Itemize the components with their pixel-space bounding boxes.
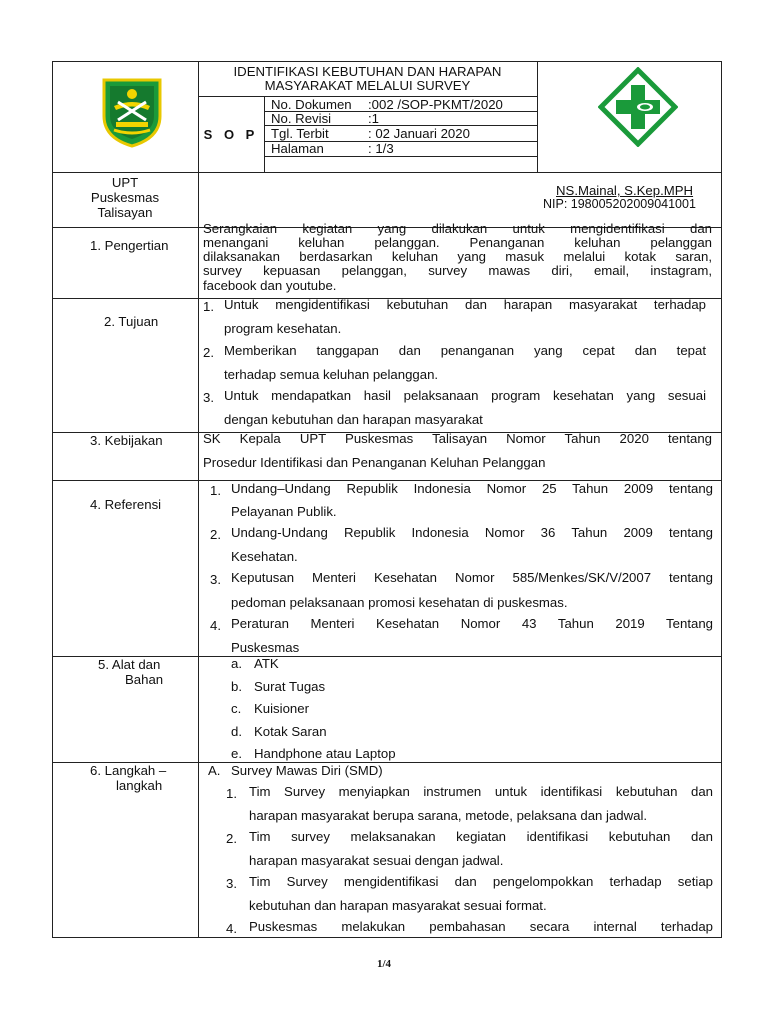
list-item: ATK bbox=[254, 656, 279, 671]
sub-heading: Survey Mawas Diri (SMD) bbox=[231, 763, 383, 778]
list-item-line: Peraturan Menteri Kesehatan Nomor 43 Tahun 2019 Tentang bbox=[231, 616, 713, 631]
list-number: 3. bbox=[210, 572, 221, 587]
list-item-line: Pelayanan Publik. bbox=[231, 504, 337, 519]
divider bbox=[52, 172, 722, 173]
list-number: 3. bbox=[203, 390, 214, 405]
meta-value-dokumen: :002 /SOP-PKMT/2020 bbox=[368, 97, 503, 112]
list-item-line: Memberikan tanggapan dan penanganan yang cepat dan tepat bbox=[224, 343, 706, 358]
list-item-line: Tim Survey menyiapkan instrumen untuk identifikasi kebutuhan dan bbox=[249, 784, 713, 799]
meta-value-revisi: :1 bbox=[368, 111, 379, 126]
pengertian-line: survey kepuasan pelanggan, survey mawas diri, email, instagram, bbox=[203, 263, 712, 278]
list-item-line: Kesehatan. bbox=[231, 549, 298, 564]
list-number: e. bbox=[231, 746, 242, 761]
pengertian-line: Serangkaian kegiatan yang dilakukan untuk mengidentifikasi dan bbox=[203, 221, 712, 236]
sop-title-line1: IDENTIFIKASI KEBUTUHAN DAN HARAPAN bbox=[233, 64, 502, 79]
divider bbox=[264, 96, 265, 172]
meta-label-revisi: No. Revisi bbox=[271, 111, 332, 126]
list-item-line: Puskesmas bbox=[231, 640, 300, 655]
pengertian-line: facebook dan youtube. bbox=[203, 278, 337, 293]
list-number: a. bbox=[231, 656, 242, 671]
signer-nip: NIP: 198005202009041001 bbox=[543, 197, 696, 211]
kebijakan-line2: Prosedur Identifikasi dan Penanganan Keluhan Pelanggan bbox=[203, 455, 546, 470]
section-label-langkah-line2: langkah bbox=[116, 778, 163, 793]
list-number: 2. bbox=[210, 527, 221, 542]
divider bbox=[198, 228, 199, 938]
meta-value-halaman: : 1/3 bbox=[368, 141, 394, 156]
page-number: 1/4 bbox=[376, 958, 392, 970]
meta-value-terbit: : 02 Januari 2020 bbox=[368, 126, 470, 141]
list-number: 2. bbox=[226, 831, 237, 846]
regency-emblem-logo bbox=[100, 76, 164, 148]
list-item: Kuisioner bbox=[254, 701, 309, 716]
list-item-line: Tim survey melaksanakan kegiatan identifikasi kebutuhan dan bbox=[249, 829, 713, 844]
list-item-line: harapan masyarakat sesuai dengan jadwal. bbox=[249, 853, 504, 868]
org-line2: Puskesmas bbox=[90, 190, 160, 205]
list-number: 1. bbox=[226, 786, 237, 801]
list-item: Kotak Saran bbox=[254, 724, 327, 739]
list-number: c. bbox=[231, 701, 242, 716]
list-item-line: Undang–Undang Republik Indonesia Nomor 25 Tahun 2009 tentang bbox=[231, 481, 713, 496]
section-label-alat: 5. Alat dan bbox=[98, 657, 161, 672]
list-item-line: Undang-Undang Republik Indonesia Nomor 36 Tahun 2009 tentang bbox=[231, 525, 713, 540]
sop-label: S O P bbox=[203, 127, 259, 142]
list-number: d. bbox=[231, 724, 242, 739]
meta-label-terbit: Tgl. Terbit bbox=[271, 126, 329, 141]
section-label-alat-line2: Bahan bbox=[125, 672, 164, 687]
list-item-line: kebutuhan dan harapan masyarakat sesuai format. bbox=[249, 898, 547, 913]
pengertian-line: menangani keluhan pelanggan. Penanganan keluhan pelanggan bbox=[203, 235, 712, 250]
sop-title-line2: MASYARAKAT MELALUI SURVEY bbox=[264, 78, 471, 93]
kebijakan-line1: SK Kepala UPT Puskesmas Talisayan Nomor Tahun 2020 tentang bbox=[203, 431, 712, 446]
section-label-tujuan: 2. Tujuan bbox=[104, 314, 159, 329]
list-item: Handphone atau Laptop bbox=[254, 746, 396, 761]
divider bbox=[264, 156, 537, 157]
list-item-line: Untuk mengidentifikasi kebutuhan dan harapan masyarakat terhadap bbox=[224, 297, 706, 312]
list-item-line: harapan masyarakat berupa sarana, metode, pelaksana dan jadwal. bbox=[249, 808, 648, 823]
org-line1: UPT bbox=[111, 175, 139, 190]
section-label-pengertian: 1. Pengertian bbox=[90, 238, 169, 253]
list-item-line: pedoman pelaksanaan promosi kesehatan di puskesmas. bbox=[231, 595, 568, 610]
list-number: 3. bbox=[226, 876, 237, 891]
sub-heading-number: A. bbox=[208, 763, 221, 778]
list-number: b. bbox=[231, 679, 242, 694]
section-label-kebijakan: 3. Kebijakan bbox=[90, 433, 163, 448]
list-number: 4. bbox=[210, 618, 221, 633]
list-item-line: Untuk mendapatkan hasil pelaksanaan program kesehatan yang sesuai bbox=[224, 388, 706, 403]
list-item-line: Puskesmas melakukan pembahasan secara internal terhadap bbox=[249, 919, 713, 934]
pengertian-line: dilaksanakan berdasarkan keluhan yang masuk melalui kotak saran, bbox=[203, 249, 712, 264]
signer-name: NS.Mainal, S.Kep.MPH bbox=[556, 183, 694, 198]
list-item-line: dengan kebutuhan dan harapan masyarakat bbox=[224, 412, 483, 427]
meta-label-dokumen: No. Dokumen bbox=[271, 97, 352, 112]
list-item-line: Tim Survey mengidentifikasi dan pengelompokkan terhadap setiap bbox=[249, 874, 713, 889]
list-number: 1. bbox=[203, 299, 214, 314]
list-number: 1. bbox=[210, 483, 221, 498]
list-item: Surat Tugas bbox=[254, 679, 326, 694]
section-label-langkah: 6. Langkah – bbox=[90, 763, 167, 778]
org-line3: Talisayan bbox=[97, 205, 153, 220]
list-number: 4. bbox=[226, 921, 237, 936]
list-number: 2. bbox=[203, 345, 214, 360]
section-label-referensi: 4. Referensi bbox=[90, 497, 162, 512]
list-item-line: program kesehatan. bbox=[224, 321, 342, 336]
divider bbox=[537, 61, 538, 172]
list-item-line: Keputusan Menteri Kesehatan Nomor 585/Menkes/SK/V/2007 tentang bbox=[231, 570, 713, 585]
meta-label-halaman: Halaman bbox=[271, 141, 324, 156]
list-item-line: terhadap semua keluhan pelanggan. bbox=[224, 367, 439, 382]
puskesmas-logo bbox=[598, 67, 678, 147]
